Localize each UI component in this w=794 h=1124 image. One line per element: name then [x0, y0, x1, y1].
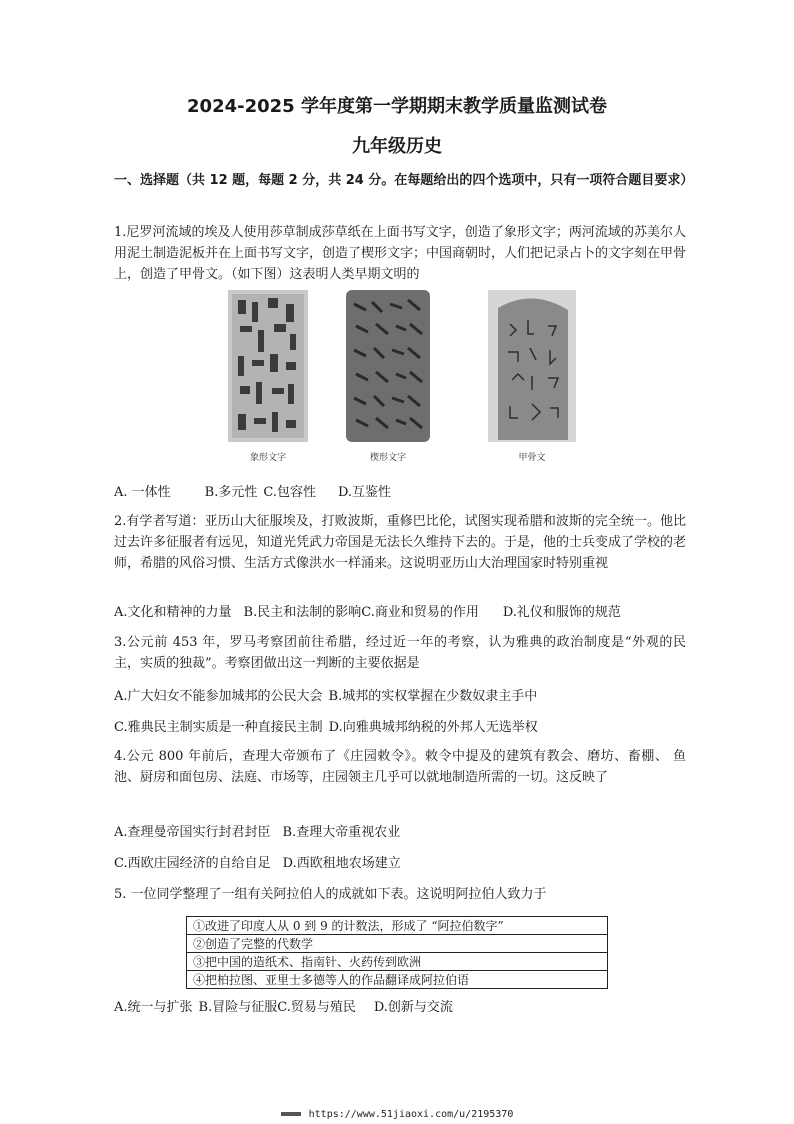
cuneiform-image — [346, 290, 430, 442]
option-a[interactable]: A.文化和精神的力量 — [114, 605, 232, 620]
question-5-stem: 5. 一位同学整理了一组有关阿拉伯人的成就如下表。这说明阿拉伯人致力于 — [114, 887, 547, 902]
figure-caption-cuneiform: 楔形文字 — [369, 453, 406, 463]
question-2-options — [114, 601, 647, 620]
table-row — [187, 935, 608, 953]
option-b[interactable]: B.多元性 — [204, 485, 258, 500]
option-d[interactable]: D.互鉴性 — [337, 485, 392, 500]
option-a[interactable]: A.广大妇女不能参加城邦的公民大会 — [114, 689, 323, 704]
table-row — [187, 917, 608, 935]
figure-caption-hieroglyph: 象形文字 — [249, 453, 286, 463]
option-b[interactable]: B.冒险与征服 — [198, 1000, 278, 1015]
footer — [0, 1109, 794, 1120]
option-d[interactable]: D.西欧租地农场建立 — [282, 856, 401, 871]
table-cell: ④把柏拉图、亚里士多德等人的作品翻译成阿拉伯语 — [187, 971, 608, 989]
option-d[interactable]: D.礼仪和服饰的规范 — [502, 605, 621, 620]
footer-url[interactable]: https://www.51jiaoxi.com/u/2195370 — [308, 1109, 514, 1120]
option-a[interactable]: A.统一与扩张 — [114, 1000, 193, 1015]
question-5-options — [114, 996, 479, 1015]
option-b[interactable]: B.城邦的实权掌握在少数奴隶主手中 — [328, 689, 538, 704]
table-cell: ①改进了印度人从 0 到 9 的计数法，形成了 “阿拉伯数字” — [187, 917, 608, 935]
oracle-bone-image — [488, 290, 576, 442]
question-1-options — [114, 481, 417, 500]
option-c[interactable]: C.贸易与殖民 — [277, 1000, 356, 1015]
question-1-stem: 1.尼罗河流域的埃及人使用莎草制成莎草纸在上面书写文字，创造了象形文字；两河流域的苏美尔人用泥土制造泥板并在上面书写文字，创造了楔形文字；中国商朝时，人们把记录占卜的文字刻在甲骨上，创造了甲骨文。（如下图）这表明人类早期文明的 — [114, 225, 687, 282]
question-2-stem: 2.有学者写道：亚历山大征服埃及，打败波斯，重修巴比伦，试图实现希腊和波斯的完全统一。他比过去许多征服者有远见，知道光凭武力帝国是无法长久维持下去的。于是，他的士兵变成了学校的老师，希腊的风俗习惯、生活方式像洪水一样涌来。这说明亚历山大治理国家时特别重视 — [114, 514, 687, 571]
option-b[interactable]: B.查理大帝重视农业 — [282, 825, 401, 840]
option-d[interactable]: D.创新与交流 — [373, 1000, 453, 1015]
achievements-table — [186, 916, 608, 989]
exam-subtitle: 九年级历史 — [352, 136, 442, 157]
option-c[interactable]: C.包容性 — [263, 485, 316, 500]
watermark-mark — [281, 1112, 301, 1116]
question-4-stem: 4.公元 800 年前后，查理大帝颁布了《庄园敕令》。敕令中提及的建筑有教会、磨坊、畜棚、 鱼池、厨房和面包房、法庭、市场等，庄园领主几乎可以就地制造所需的一切。这反映了 — [114, 749, 686, 785]
hieroglyph-image — [228, 290, 308, 442]
option-a[interactable]: A. 一体性 — [114, 485, 171, 500]
table-row — [187, 953, 608, 971]
question-3-options-row2 — [114, 716, 564, 735]
question-4-options-row2 — [114, 852, 427, 871]
question-3-stem: 3.公元前 453 年，罗马考察团前往希腊，经过近一年的考察，认为雅典的政治制度是“外观的民主，实质的独裁”。考察团做出这一判断的主要依据是 — [114, 635, 686, 671]
figure-caption-oracle-bone: 甲骨文 — [518, 453, 546, 463]
section-heading: 一、选择题（共 12 题，每题 2 分，共 24 分。在每题给出的四个选项中，只有一项符合题目要求） — [114, 173, 694, 188]
question-3-options-row1 — [114, 685, 563, 704]
option-d[interactable]: D.向雅典城邦纳税的外邦人无选举权 — [328, 720, 538, 735]
table-row — [187, 971, 608, 989]
table-cell: ③把中国的造纸术、指南针、火药传到欧洲 — [187, 953, 608, 971]
option-c[interactable]: C.雅典民主制实质是一种直接民主制 — [114, 720, 323, 735]
table-cell: ②创造了完整的代数学 — [187, 935, 608, 953]
option-a[interactable]: A.查理曼帝国实行封君封臣 — [114, 825, 271, 840]
question-1-figures — [228, 290, 580, 468]
option-c[interactable]: C.西欧庄园经济的自给自足 — [114, 856, 271, 871]
option-c[interactable]: C.商业和贸易的作用 — [361, 605, 479, 620]
question-4-options-row1 — [114, 821, 426, 840]
exam-title: 2024-2025 学年度第一学期期末教学质量监测试卷 — [187, 96, 607, 117]
option-b[interactable]: B.民主和法制的影响 — [243, 605, 362, 620]
